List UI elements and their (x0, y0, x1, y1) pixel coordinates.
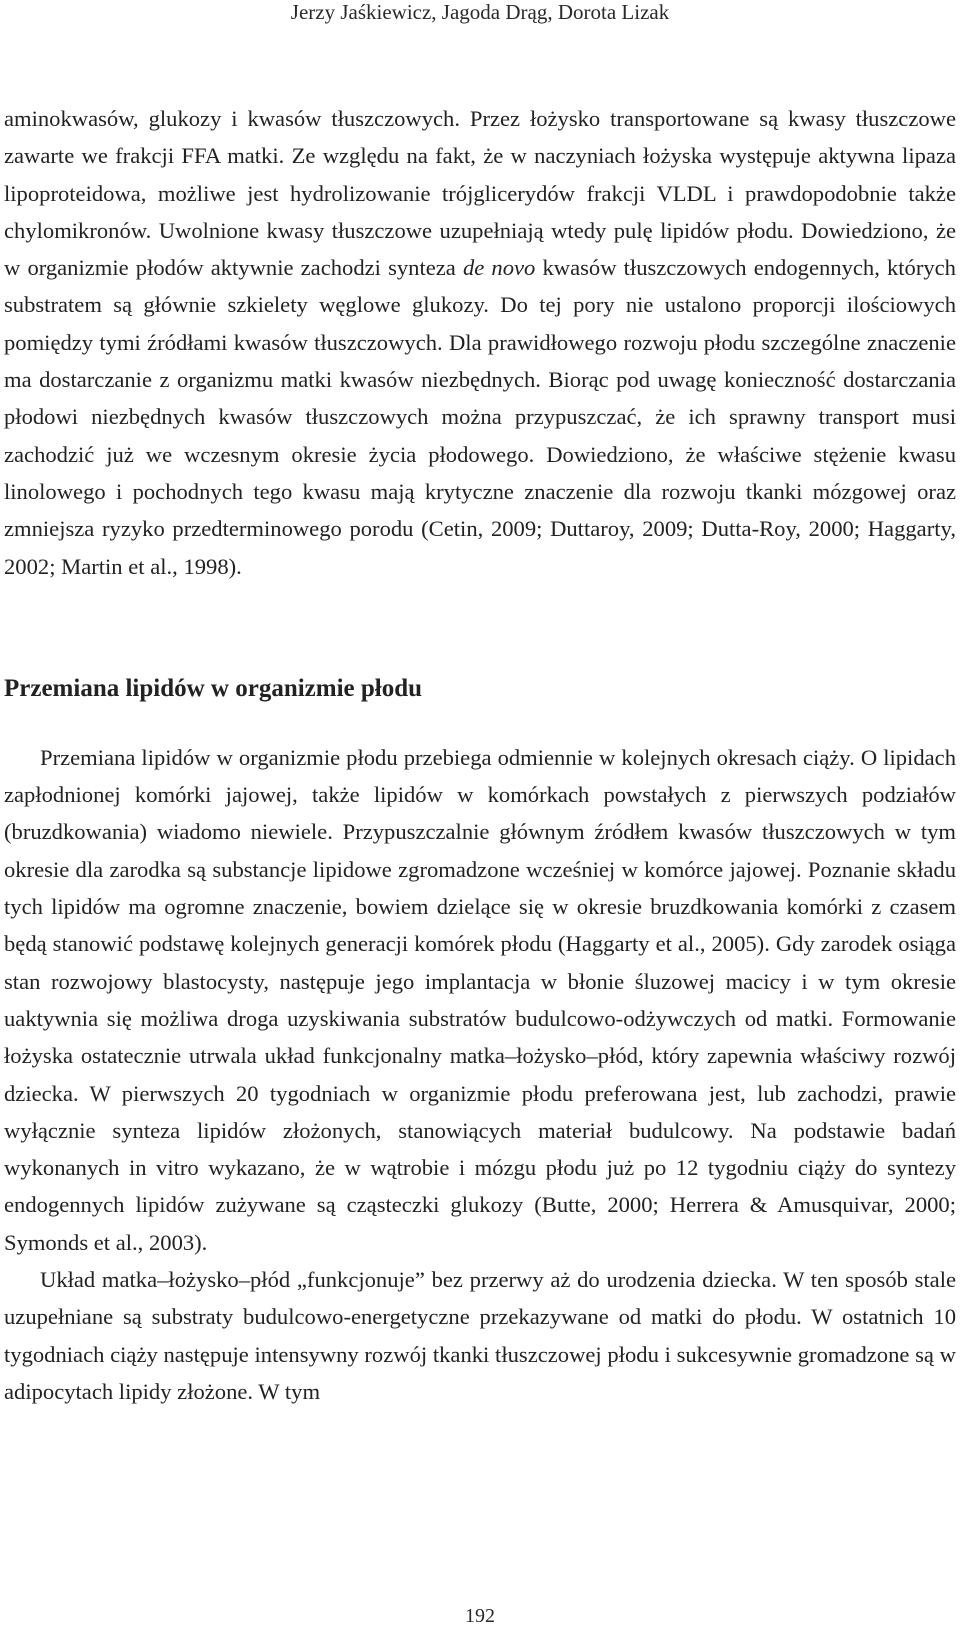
header-authors: Jerzy Jaśkiewicz, Jagoda Drąg, Dorota Lizak (290, 0, 670, 24)
paragraph-1-text-b: kwasów tłuszczowych endogennych, których substratem są głównie szkielety węglowe glukozy. Do tej pory nie ustalono proporcji ilościowych pomiędzy tymi źródłami kwasów tłuszczowych. Dla prawidłowego rozwoju płodu szczególne znaczenie ma dostarczanie z organizmu matki kwasów niezbędnych. Biorąc pod uwagę konieczność dostarczania płodowi niezbędnych kwasów tłuszczowych można przypuszczać, że ich sprawny transport musi zachodzić już we wczesnym okresie życia płodowego. Dowiedziono, że właściwe stężenie kwasu linolowego i pochodnych tego kwasu mają krytyczne znaczenie dla rozwoju tkanki mózgowej oraz zmniejsza ryzyko przedterminowego porodu (Cetin, 2009; Duttaroy, 2009; Dutta-Roy, 2000; Haggarty, 2002; Martin et al., 1998). (4, 255, 956, 579)
section-heading: Przemiana lipidów w organizmie płodu (4, 674, 423, 702)
paragraph-1-italic: de novo (462, 255, 536, 281)
running-header (0, 0, 960, 24)
body-paragraph-3: Układ matka–łożysko–płód „funkcjonuje” bez przerwy aż do urodzenia dziecka. W ten sposób stale uzupełniane są substraty budulcowo-energetyczne przekazywane od matki do płodu. W ostatnich 10 tygodniach ciąży następuje intensywny rozwój tkanki tłuszczowej płodu i sukcesywnie gromadzone są w adipocytach lipidy złożone. W tym (4, 1267, 956, 1404)
body-paragraph-1 (4, 100, 956, 585)
page-number-text: 192 (465, 1605, 495, 1627)
page-number (0, 1604, 960, 1628)
paragraph-1-text-a: aminokwasów, glukozy i kwasów tłuszczowych. Przez łożysko transportowane są kwasy tłuszczowe zawarte we frakcji FFA matki. Ze względu na fakt, że w naczyniach łożyska występuje aktywna lipaza lipoproteidowa, możliwe jest hydrolizowanie trójglicerydów frakcji VLDL i prawdopodobnie także chylomikronów. Uwolnione kwasy tłuszczowe uzupełniają wtedy pulę lipidów płodu. Dowiedziono, że w organizmie płodów aktywnie zachodzi synteza (4, 106, 956, 281)
page-body (4, 100, 956, 1410)
body-paragraph-2: Przemiana lipidów w organizmie płodu przebiega odmiennie w kolejnych okresach ciąży. O lipidach zapłodnionej komórki jajowej, także lipidów w komórkach powstałych z pierwszych podziałów (bruzdkowania) wiadomo niewiele. Przypuszczalnie głównym źródłem kwasów tłuszczowych w tym okresie dla zarodka są substancje lipidowe zgromadzone wcześniej w komórce jajowej. Poznanie składu tych lipidów ma ogromne znaczenie, bowiem dzielące się w okresie bruzdkowania komórki z czasem będą stanowić podstawę kolejnych generacji komórek płodu (Haggarty et al., 2005). Gdy zarodek osiąga stan rozwojowy blastocysty, następuje jego implantacja w błonie śluzowej macicy i w tym okresie uaktywnia się możliwa droga uzyskiwania substratów budulcowo-odżywczych od matki. Formowanie łożyska ostatecznie utrwala układ funkcjonalny matka–łożysko–płód, który zapewnia właściwy rozwój dziecka. W pierwszych 20 tygodniach w organizmie płodu preferowana jest, lub zachodzi, prawie wyłącznie synteza lipidów złożonych, stanowiących materiał budulcowy. Na podstawie badań wykonanych in vitro wykazano, że w wątrobie i mózgu płodu już po 12 tygodniu ciąży do syntezy endogennych lipidów zużywane są cząsteczki glukozy (Butte, 2000; Herrera & Amusquivar, 2000; Symonds et al., 2003). (4, 744, 956, 1255)
